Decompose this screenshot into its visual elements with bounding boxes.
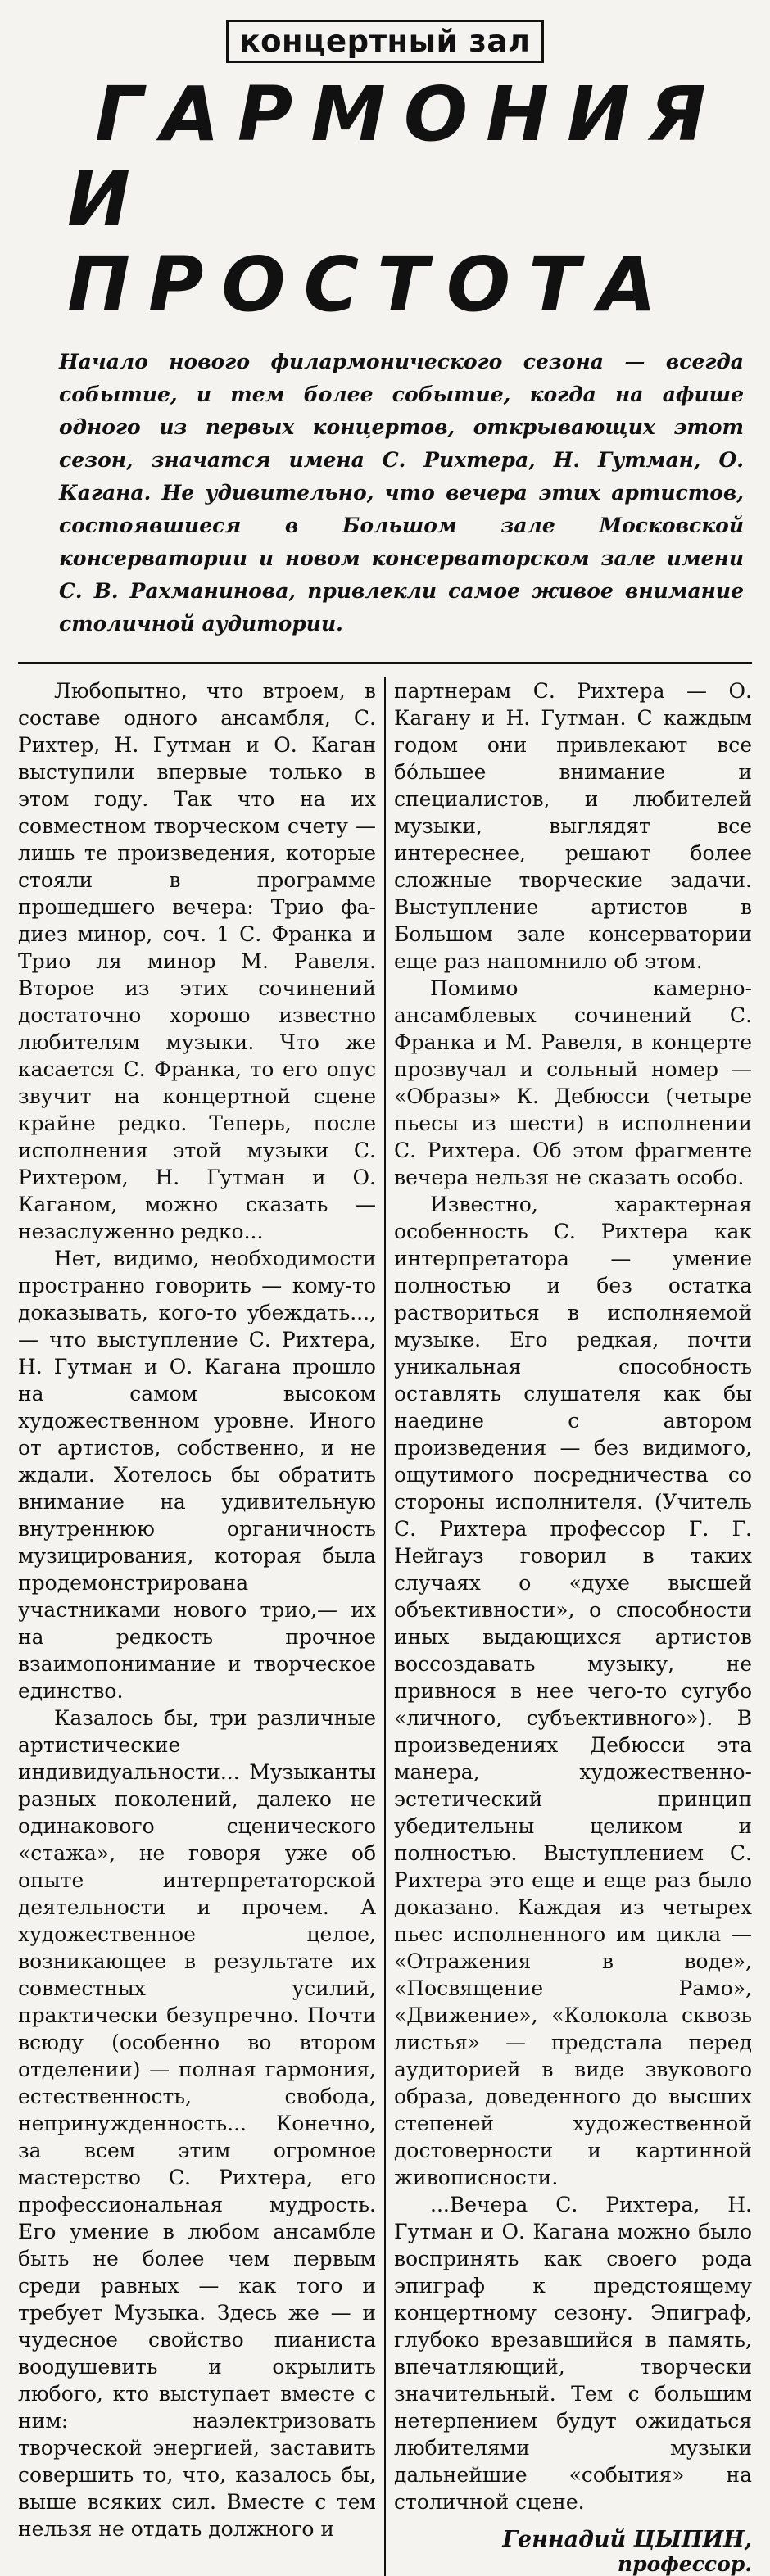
body-paragraph: Известно, характерная особенность С. Рихтера как интерпретатора — умение полностью и без остатка раствориться в исполняемой музыке. Его редкая, почти уникальная способность оставлять слушателя как бы наедине с автором произведения — без видимого, ощутимого посредничества со стороны исполнителя. (Учитель С. Рихтера профессор Г. Г. Нейгауз говорил в таких случаях о «духе высшей объективности», о способности иных выдающихся артистов воссоздавать музыку, не привнося в нее чего-то сугубо «личного, субъективного»). В произведениях Дебюсси эта манера, художественно-эстетический принцип убедительны целиком и полностью. Выступлением С. Рихтера это еще и еще раз было доказано. Каждая из четырех пьес исполненного им цикла — «Отражения в воде», «Посвящение Рамо», «Движение», «Колокола сквозь листья» — предстала перед аудиторией в виде звукового образа, доведенного до высших степеней художественной достоверности и картинной живописности. [394,1193,752,2189]
body-paragraph: Нет, видимо, необходимости пространно говорить — кому-то доказывать, кого-то убеждать..., — что выступление С. Рихтера, Н. Гутман и О. Кагана прошло на самом высоком художественном уровне. Иного от артистов, собственно, и не ждали. Хотелось бы обратить внимание на удивительную внутреннюю органичность музицирования, которая была продемонстрирована участниками нового трио,— их на редкость прочное взаимопонимание и творческое единство. [18,1247,376,1703]
rubric-heading [18,20,752,67]
body-paragraph: Помимо камерно-ансамблевых сочинений С. Франка и М. Равеля, в концерте прозвучал и сольный номер — «Образы» К. Дебюсси (четыре пьесы из шести) в исполнении С. Рихтера. Об этом фрагменте вечера нельзя не сказать особо. [394,976,752,1189]
body-paragraph: Казалось бы, три различные артистические индивидуальности... Музыканты разных поколений, далеко не одинакового сценического «стажа», не говоря уже об опыте интерпретаторской деятельности и прочем. А художественное целое, возникающее в результате их совместных усилий, практически безупречно. Почти всюду (особенно во втором отделении) — полная гармония, естественность, свобода, непринужденность... Конечно, за всем этим огромное мастерство С. Рихтера, его профессиональная мудрость. Его умение в любом ансамбле быть не более чем первым среди равных — как того и требует Музыка. Здесь же — и чудесное свойство пианиста воодушевить и окрылить любого, кто выступает вместе с ним: наэлектризовать творческой энергией, заставить совершить то, что, казалось бы, выше всяких сил. Вместе с тем нельзя не отдать должного и [18,1706,376,2541]
headline-line-1: ГАРМОНИЯ [95,70,724,158]
headline-line-2: И ПРОСТОТА [67,156,675,328]
column-left [18,677,376,2576]
headline [18,72,752,328]
byline [394,2527,752,2576]
author-title: профессор. [617,2552,752,2576]
lead-paragraph: Начало нового филармонического сезона — всегда событие, и тем более событие, когда на афише одного из первых концертов, открывающих этот сезон, значатся имена С. Рихтера, Н. Гутман, О. Кагана. Не удивительно, что вечера этих артистов, состоявшиеся в Большом зале Московской консерватории и новом консерваторском зале имени С. В. Рахманинова, привлекли самое живое внимание столичной аудитории. [59,350,744,636]
article-page [0,20,770,2576]
section-divider [18,662,752,664]
body-paragraph: ...Вечера С. Рихтера, Н. Гутман и О. Кагана можно было воспринять как своего рода эпиграф к предстоящему концертному сезону. Эпиграф, глубоко врезавшийся в память, впечатляющий, творчески значительный. Тем с большим нетерпением будут ожидаться любителями музыки дальнейшие «события» на столичной сцене. [394,2193,752,2514]
body-paragraph: партнерам С. Рихтера — О. Кагану и Н. Гутман. С каждым годом они привлекают все бо́льшее внимание и специалистов, и любителей музыки, выглядят все интереснее, решают более сложные творческие задачи. Выступление артистов в Большом зале консерватории еще раз напомнило об этом. [394,679,752,973]
rubric-label: концертный зал [226,20,545,63]
body-paragraph: Любопытно, что втроем, в составе одного ансамбля, С. Рихтер, Н. Гутман и О. Каган выступили впервые только в этом году. Так что на их совместном творческом счету — лишь те произведения, которые стояли в программе прошедшего вечера: Трио фа-диез минор, соч. 1 С. Франка и Трио ля минор М. Равеля. Второе из этих сочинений достаточно хорошо известно любителям музыки. Что же касается С. Франка, то его опус звучит на концертной сцене крайне редко. Теперь, после исполнения этой музыки С. Рихтером, Н. Гутман и О. Каганом, можно сказать — незаслуженно редко... [18,679,376,1243]
article-body [18,677,752,2576]
column-right [394,677,752,2576]
author-name: Геннадий ЦЫПИН, [502,2527,752,2552]
